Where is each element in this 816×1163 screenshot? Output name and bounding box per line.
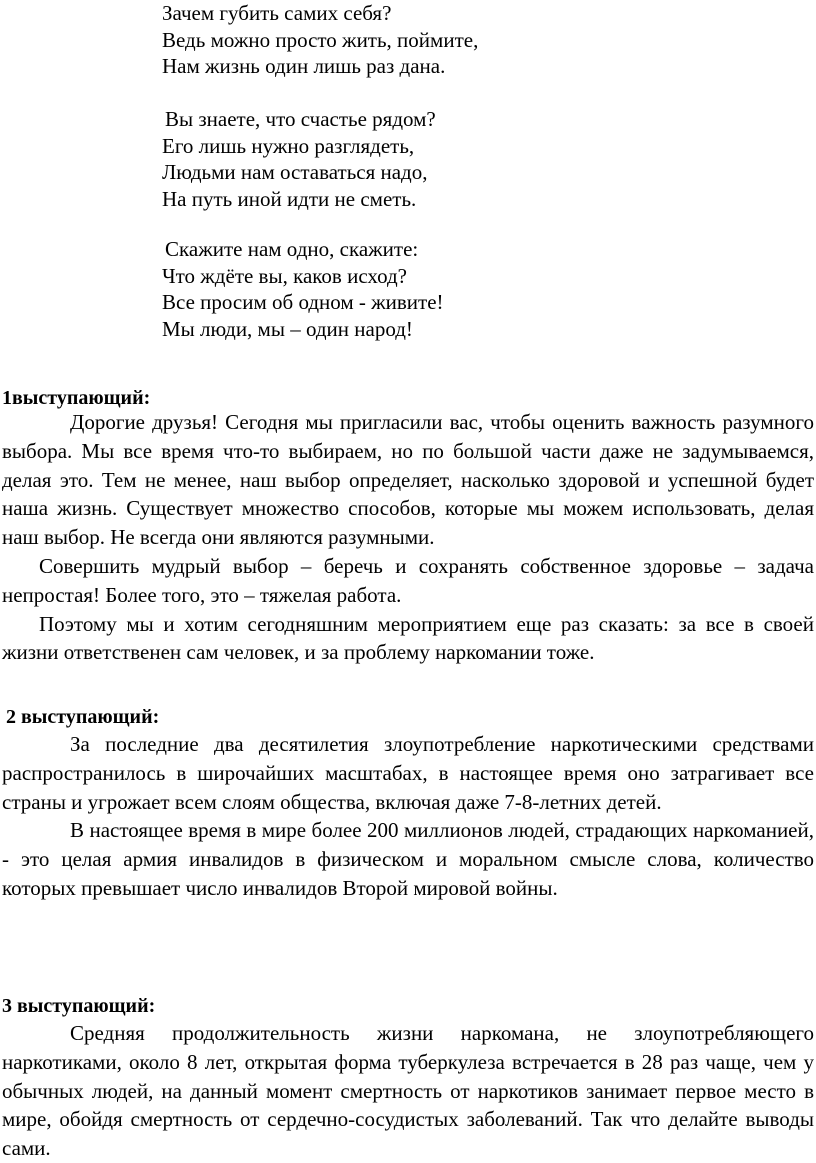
poem-line: Вы знаете, что счастье рядом? [165,107,436,131]
speaker-2-text [2,730,814,903]
poem-stanza-1 [162,0,478,80]
paragraph: В настоящее время в мире более 200 миллионов людей, страдающих наркоманией, - это целая армия инвалидов в физическом и моральном смысле слова, количество которых превышает число инвалидов Второй мировой войны. [2,818,814,900]
speaker-2-heading: 2 выступающий: [6,706,160,728]
paragraph: За последние два десятилетия злоупотребление наркотическими средствами распространилось в широчайших масштабах, в настоящее время оно затрагивает все страны и угрожает всем слоям общества, включая даже 7-8-летних детей. [2,732,814,814]
poem-stanza-2 [162,106,436,212]
poem-line: Нам жизнь один лишь раз дана. [162,54,446,78]
poem-line: Его лишь нужно разглядеть, [162,133,415,158]
speaker-3-text [2,1019,814,1163]
poem-line: Все просим об одном - живите! [162,290,444,314]
paragraph: Средняя продолжительность жизни наркомана, не злоупотребляющего наркотиками, около 8 лет, открытая форма туберкулеза встречается в 28 раз чаще, чем у обычных людей, на данный момент смертность от наркотиков занимает первое место в мире, обойдя смертность от сердечно-сосудистых заболеваний. Так что делайте выводы сами. [2,1021,814,1161]
paragraph: Дорогие друзья! Сегодня мы пригласили вас, чтобы оценить важность разумного выбора. Мы все время что-то выбираем, но по большой части даже не задумываемся, делая это. Тем не менее, наш выбор определяет, насколько здоровой и успешной будет наша жизнь. Существует множество способов, которые мы можем использовать, делая наш выбор. Не всегда они являются разумными. [2,410,814,550]
speaker-1-text [2,408,814,667]
poem-line: Зачем губить самих себя? [162,1,392,25]
poem-stanza-3 [162,236,444,342]
paragraph: Совершить мудрый выбор – беречь и сохранять собственное здоровье – задача непростая! Более того, это – тяжелая работа. [2,553,814,607]
poem-line: Людьми нам оставаться надо, [162,160,428,184]
speaker-1-heading: 1выступающий: [2,387,151,409]
poem-line: На путь иной идти не сметь. [162,186,417,211]
speaker-3-heading: 3 выступающий: [2,995,156,1017]
poem-line: Мы люди, мы – один народ! [162,316,413,341]
poem-line: Ведь можно просто жить, поймите, [162,27,479,52]
paragraph: Поэтому мы и хотим сегодняшним мероприятием еще раз сказать: за все в своей жизни ответственен сам человек, и за проблему наркомании тоже. [2,611,814,665]
poem-line: Скажите нам одно, скажите: [165,237,419,261]
poem-line: Что ждёте вы, каков исход? [162,263,407,288]
